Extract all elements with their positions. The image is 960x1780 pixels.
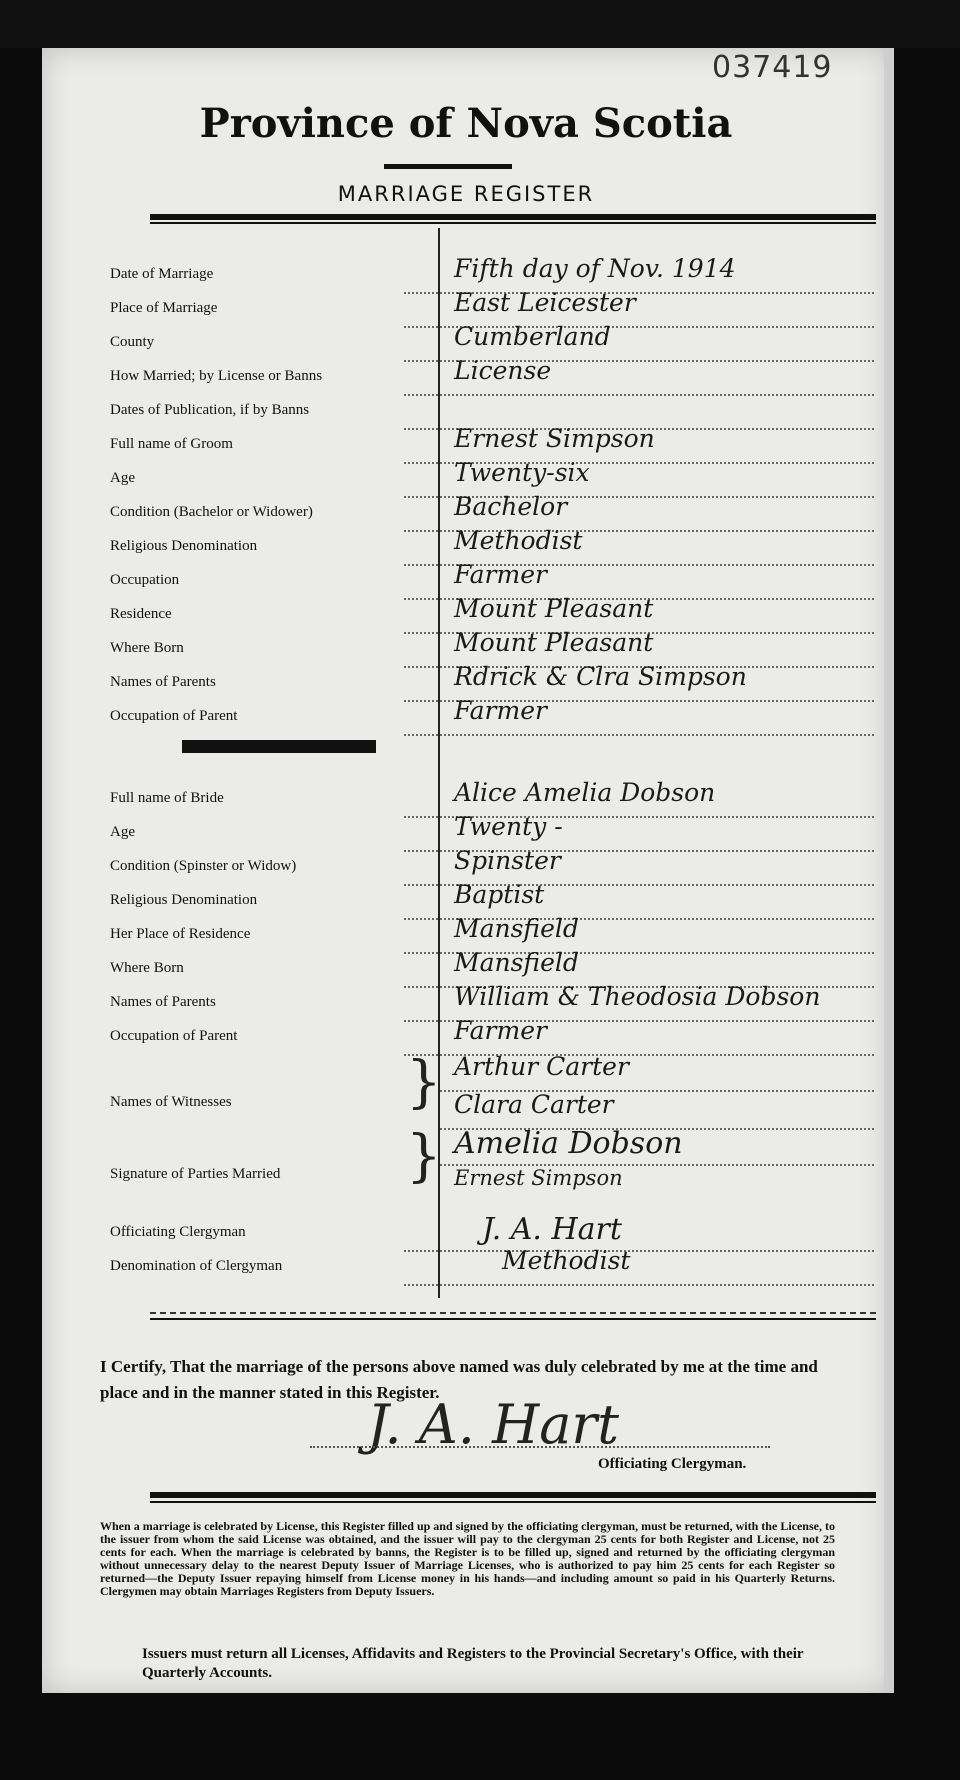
- field-row-bride-denomination: [42, 880, 890, 916]
- field-value: Twenty -: [454, 812, 563, 841]
- field-row-groom-denomination: [42, 526, 890, 562]
- field-row-groom-birthplace: [42, 628, 890, 664]
- field-value: William & Theodosia Dobson: [454, 982, 821, 1011]
- field-value: East Leicester: [454, 288, 636, 317]
- field-label: Occupation of Parent: [110, 708, 238, 724]
- field-row-dates-of-publication: [42, 396, 890, 426]
- field-value: Mansfield: [454, 948, 579, 977]
- witness-row-2: [42, 1090, 890, 1126]
- field-value: Mansfield: [454, 914, 579, 943]
- field-row-groom-occupation: [42, 560, 890, 596]
- field-value: Rdrick & Clra Simpson: [454, 662, 747, 691]
- field-label: Religious Denomination: [110, 538, 258, 554]
- instructions-text: When a marriage is celebrated by License, this Register filled up and signed by the officiating clergyman, must be returned, with the License, to the issuer from whom the said License was obtained, and the issuer will pay to the clergyman 25 cents for both Register and License, not 25 cents for each. When the marriage is celebrated by banns, the Register is to be filled up, signed and returned by the officiating clergyman without unnecessary delay to the nearest Deputy Issuer of Marriage Licenses, who is authorized to pay him 25 cents for each Register so returned—the Deputy Issuer repaying himself from License money in his hands—and including amount so paid in his Quarterly Returns. Clergymen may obtain Marriages Registers from Deputy Issuers.: [100, 1519, 835, 1598]
- field-value: J. A. Hart: [482, 1212, 622, 1247]
- field-value: Baptist: [454, 880, 545, 909]
- field-row-groom-parent-occupation: [42, 696, 890, 732]
- witness-name: Arthur Carter: [454, 1052, 629, 1081]
- witness-name: Clara Carter: [454, 1090, 614, 1119]
- field-label: Dates of Publication, if by Banns: [110, 402, 310, 418]
- header-divider-thin: [150, 222, 876, 224]
- page-title: Province of Nova Scotia: [199, 100, 733, 147]
- field-label: Place of Marriage: [110, 300, 218, 316]
- page-edge: [884, 48, 894, 1693]
- field-label: Condition (Spinster or Widow): [110, 858, 297, 874]
- field-label: Where Born: [110, 640, 184, 656]
- register-form: [42, 48, 890, 1693]
- field-label: Denomination of Clergyman: [110, 1258, 283, 1274]
- clergyman-signature: J. A. Hart: [367, 1393, 619, 1456]
- field-leader: [404, 1264, 874, 1286]
- field-row-groom-residence: [42, 594, 890, 630]
- field-label: Age: [110, 824, 135, 840]
- party-signature: Ernest Simpson: [454, 1166, 623, 1190]
- field-row-bride-parents: [42, 982, 890, 1018]
- field-value: Bachelor: [454, 492, 568, 521]
- header-divider: [150, 214, 876, 220]
- footer-divider: [150, 1492, 876, 1498]
- field-label: Her Place of Residence: [110, 926, 251, 942]
- field-label: How Married; by License or Banns: [110, 368, 323, 384]
- field-label: Date of Marriage: [110, 266, 214, 282]
- field-leader: [404, 1230, 874, 1252]
- field-label: Occupation: [110, 572, 180, 588]
- field-label: Full name of Groom: [110, 436, 233, 452]
- field-row-date-of-marriage: [42, 254, 890, 290]
- field-value: Cumberland: [454, 322, 611, 351]
- field-label: Names of Parents: [110, 994, 216, 1010]
- certificate-divider-thin: [150, 1318, 876, 1320]
- signature-line: [310, 1446, 770, 1448]
- field-row-groom-parents: [42, 662, 890, 698]
- field-value: Alice Amelia Dobson: [454, 778, 716, 807]
- witnesses-brace: }: [406, 1050, 442, 1115]
- certification-text: I Certify, That the marriage of the persons above named was duly celebrated by me at the time and place and in the manner stated in this Register.: [100, 1357, 818, 1402]
- field-value: Mount Pleasant: [454, 594, 654, 623]
- field-row-bride-parent-occupation: [42, 1016, 890, 1052]
- document-number: 037419: [712, 50, 833, 85]
- field-label: Religious Denomination: [110, 892, 258, 908]
- field-row-bride-condition: [42, 846, 890, 882]
- field-label: Officiating Clergyman: [110, 1224, 246, 1240]
- field-value: Methodist: [454, 526, 583, 555]
- field-label: Occupation of Parent: [110, 1028, 238, 1044]
- footer-divider-thin: [150, 1501, 876, 1503]
- field-row-officiating-clergyman: [42, 1212, 890, 1248]
- title-divider: [384, 164, 512, 169]
- field-row-groom-name: [42, 424, 890, 460]
- field-row-bride-residence: [42, 914, 890, 950]
- field-label: Residence: [110, 606, 172, 622]
- field-label: Names of Parents: [110, 674, 216, 690]
- form-subtitle: MARRIAGE REGISTER: [337, 182, 595, 206]
- field-label: County: [110, 334, 155, 350]
- field-value: Methodist: [502, 1246, 631, 1275]
- field-value: Farmer: [454, 560, 547, 589]
- field-value: Ernest Simpson: [454, 424, 655, 453]
- field-row-groom-age: [42, 458, 890, 494]
- parties-brace: }: [406, 1124, 442, 1189]
- field-value: Farmer: [454, 696, 547, 725]
- signature-caption: Officiating Clergyman.: [598, 1456, 747, 1472]
- field-label: Full name of Bride: [110, 790, 224, 806]
- field-value: License: [454, 356, 552, 385]
- field-row-bride-name: [42, 778, 890, 814]
- party-signature: Amelia Dobson: [454, 1126, 683, 1161]
- field-row-county: [42, 322, 890, 358]
- field-label: Age: [110, 470, 135, 486]
- field-row-bride-age: [42, 812, 890, 848]
- field-label: Names of Witnesses: [110, 1094, 232, 1110]
- witness-row-1: [42, 1052, 890, 1088]
- field-label: Signature of Parties Married: [110, 1166, 281, 1182]
- certificate-divider: [150, 1312, 876, 1314]
- issuers-note: Issuers must return all Licenses, Affidavits and Registers to the Provincial Secretary's Office, with their Quarterly Accounts.: [142, 1646, 804, 1681]
- field-value: Fifth day of Nov. 1914: [454, 254, 736, 283]
- field-label: Condition (Bachelor or Widower): [110, 504, 313, 520]
- field-value: Mount Pleasant: [454, 628, 654, 657]
- party-signature-row-2: [42, 1166, 890, 1202]
- field-row-place-of-marriage: [42, 288, 890, 324]
- field-label: Where Born: [110, 960, 184, 976]
- field-row-bride-birthplace: [42, 948, 890, 984]
- field-value: Spinster: [454, 846, 561, 875]
- field-row-clergy-denomination: [42, 1246, 890, 1282]
- field-row-groom-condition: [42, 492, 890, 528]
- field-value: Farmer: [454, 1016, 547, 1045]
- field-value: Twenty-six: [454, 458, 590, 487]
- section-divider-bar: [182, 740, 376, 753]
- field-row-how-married: [42, 356, 890, 392]
- party-signature-row-1: [42, 1126, 890, 1162]
- scan-border: [0, 0, 960, 48]
